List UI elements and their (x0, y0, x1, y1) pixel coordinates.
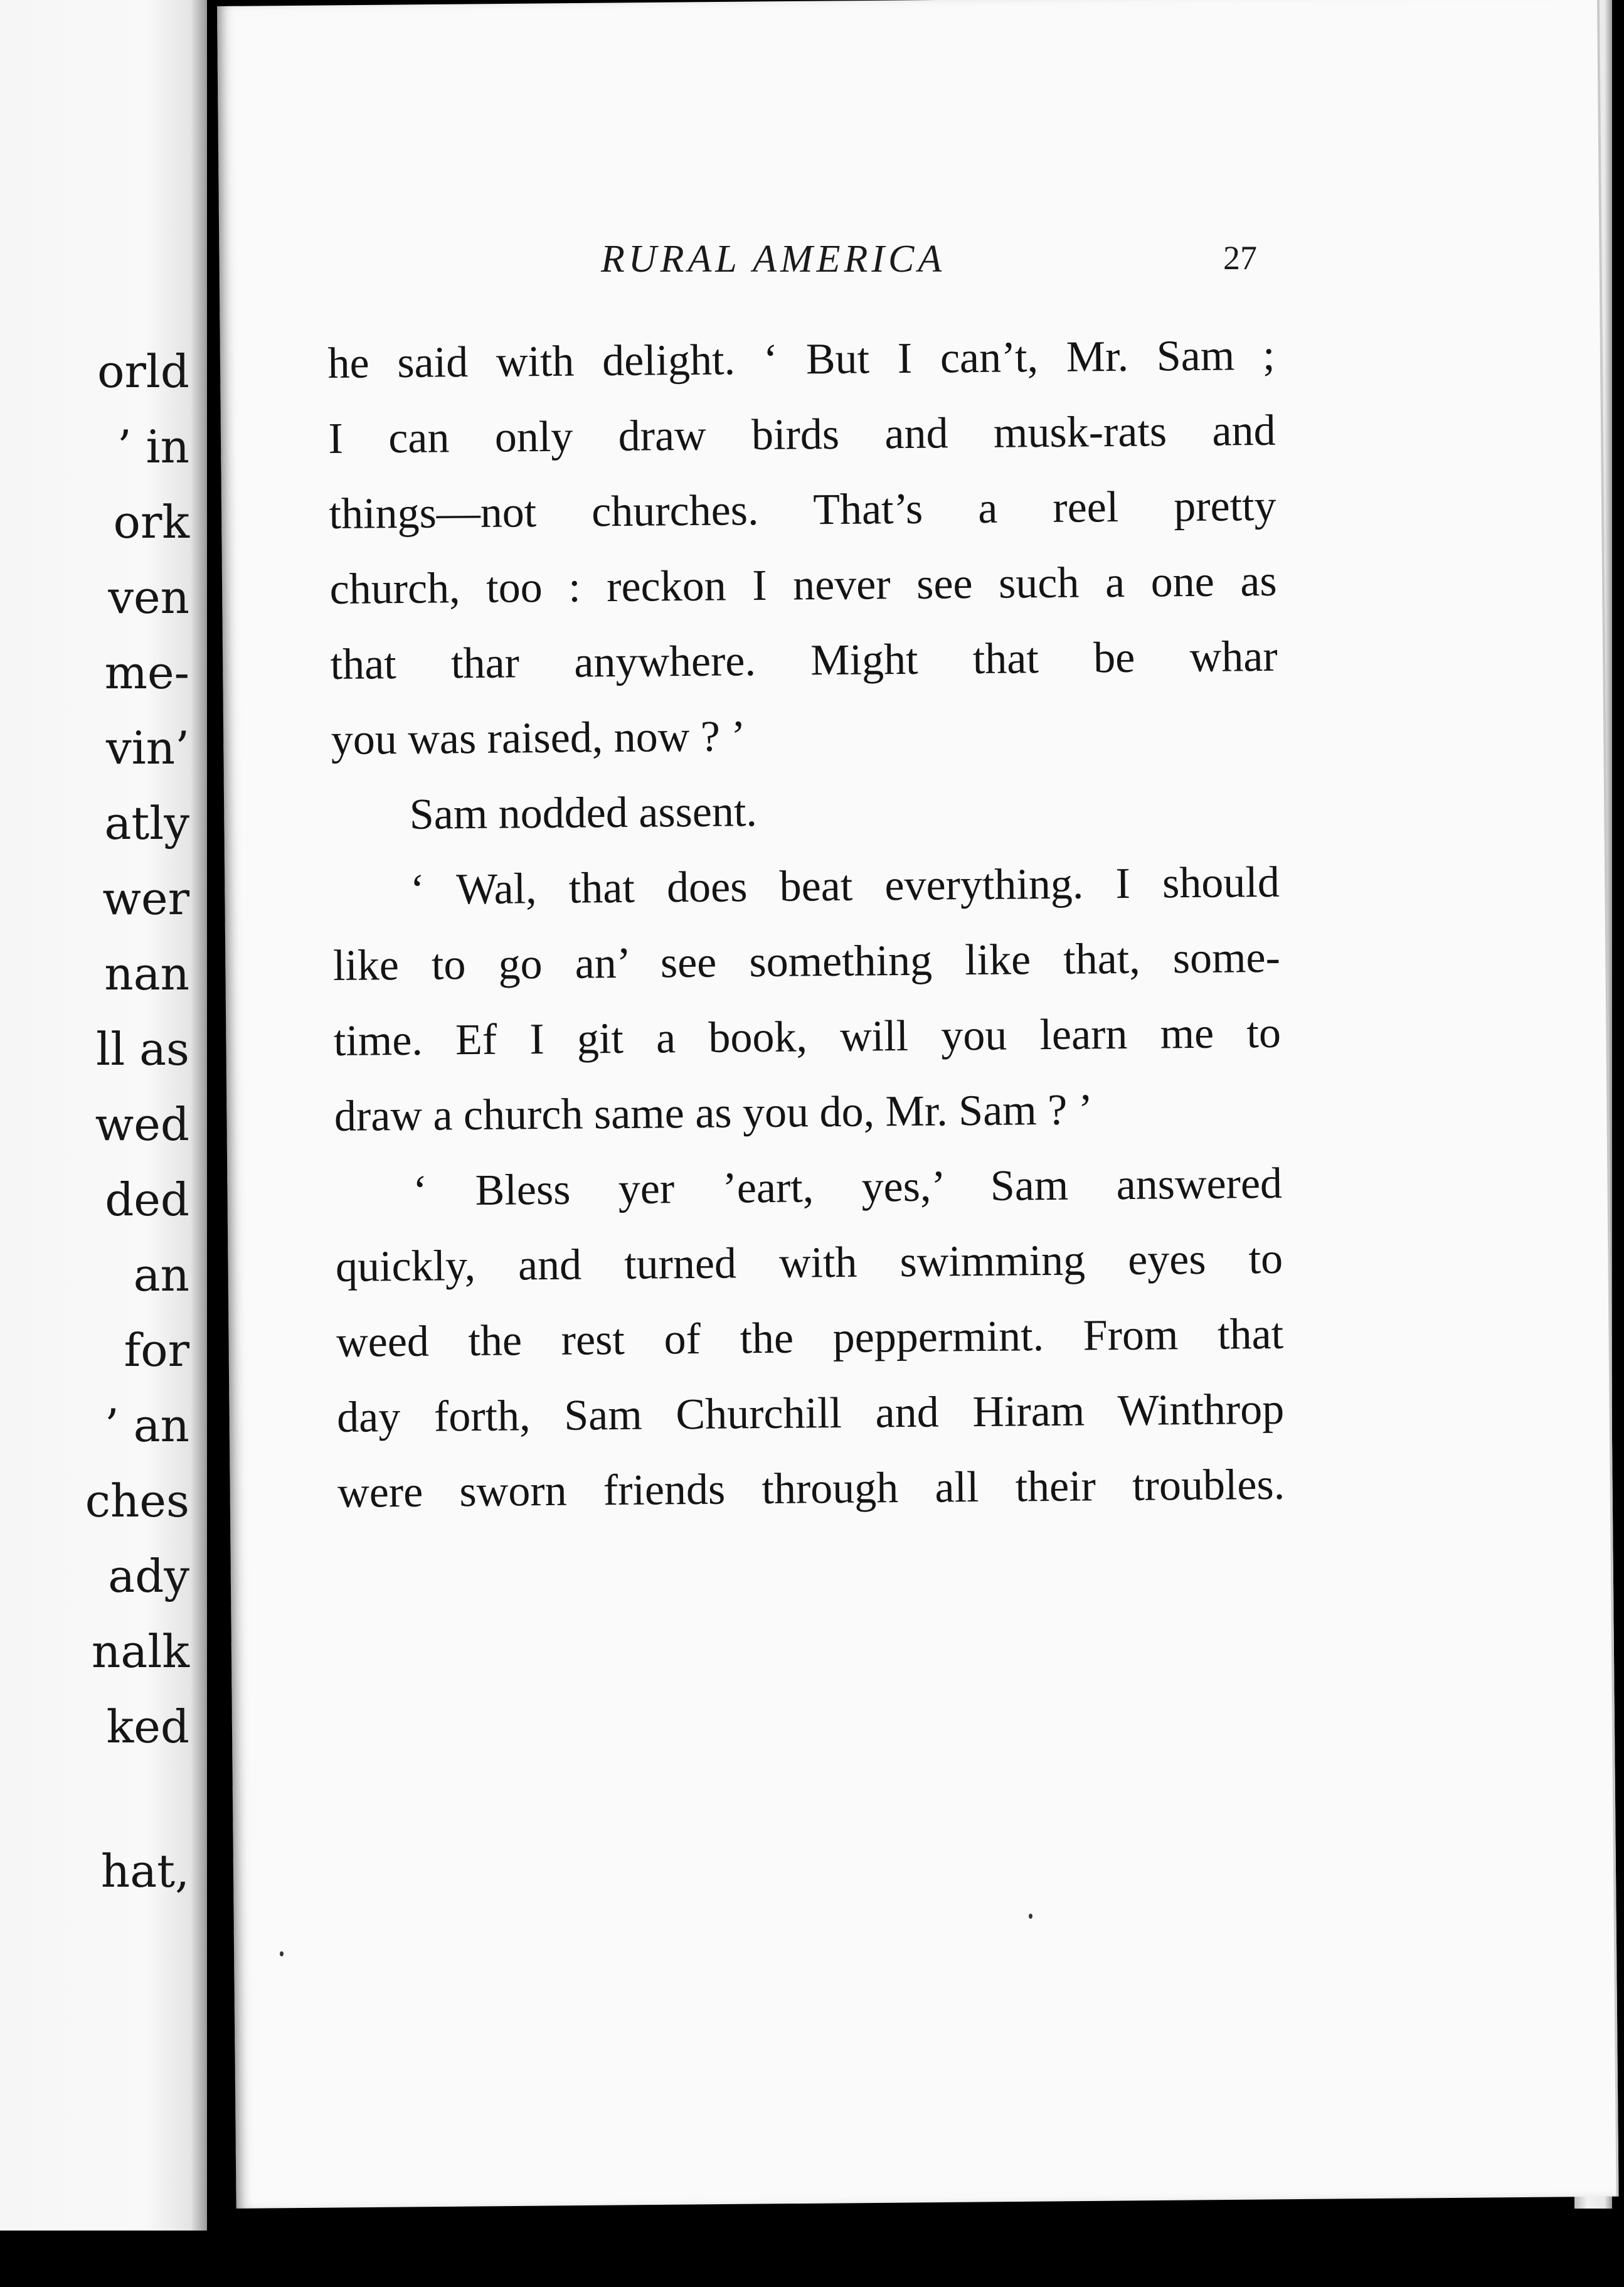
left-page-line: an (133, 1249, 189, 1301)
left-page-line: me- (104, 646, 189, 699)
text-line: draw a church same as you do, Mr. Sam ? ’ (334, 1085, 1093, 1141)
left-page-line: ’ in (117, 420, 189, 473)
left-page-line: ded (105, 1173, 189, 1226)
text-line: weed the rest of the peppermint. From that (336, 1309, 1284, 1367)
left-page-line: ches (85, 1474, 189, 1527)
left-page-line: hat, (100, 1845, 189, 1897)
left-page-line: wed (95, 1098, 189, 1151)
page-number: 27 (1223, 239, 1257, 277)
text-line: I can only draw birds and musk-rats and (328, 406, 1276, 463)
text-line: quickly, and turned with swimming eyes to (335, 1234, 1283, 1291)
text-line: Sam nodded assent. (409, 787, 758, 839)
left-page-line: orld (97, 345, 189, 398)
text-line: like to go an’ see something like that, some- (332, 933, 1281, 990)
left-page-line: ork (113, 496, 189, 548)
left-page-line: vin’ (106, 722, 189, 774)
left-page-line: atly (104, 797, 189, 850)
running-head: RURAL AMERICA (601, 238, 946, 280)
left-page-line: ady (108, 1550, 189, 1602)
text-line: time. Ef I git a book, will you learn me to (333, 1008, 1282, 1065)
scan-border (0, 2231, 1624, 2287)
text-line: day forth, Sam Churchill and Hiram Winthrop (336, 1385, 1285, 1442)
text-line: ‘ Bless yer ’eart, yes,’ Sam answered (412, 1159, 1283, 1215)
paper-speck (1029, 1914, 1032, 1919)
left-page-line: nalk (92, 1625, 189, 1678)
text-line: were sworn friends through all their troubles. (337, 1460, 1285, 1517)
left-page-line: ked (106, 1700, 189, 1753)
left-page-line: ll as (96, 1023, 189, 1075)
paper-speck (280, 1951, 284, 1956)
text-line: ‘ Wal, that does beat everything. I should (410, 858, 1280, 914)
text-line: things—not churches. That’s a reel pretty (329, 481, 1276, 538)
left-page-line: wer (102, 872, 189, 925)
text-line: that thar anywhere. Might that be whar (330, 632, 1278, 689)
facing-page-fragment (0, 0, 207, 2231)
text-line: he said with delight. ‘ But I can’t, Mr. Sam ; (327, 331, 1275, 388)
body-text (327, 318, 1285, 1531)
left-page-line: for (124, 1324, 189, 1377)
text-line: church, too : reckon I never see such a one as (329, 557, 1277, 614)
left-page-line: nan (104, 947, 189, 1000)
text-line: you was raised, now ? ’ (331, 712, 746, 764)
left-page-line: ven (108, 571, 189, 624)
left-page-line: ’ an (104, 1399, 189, 1452)
